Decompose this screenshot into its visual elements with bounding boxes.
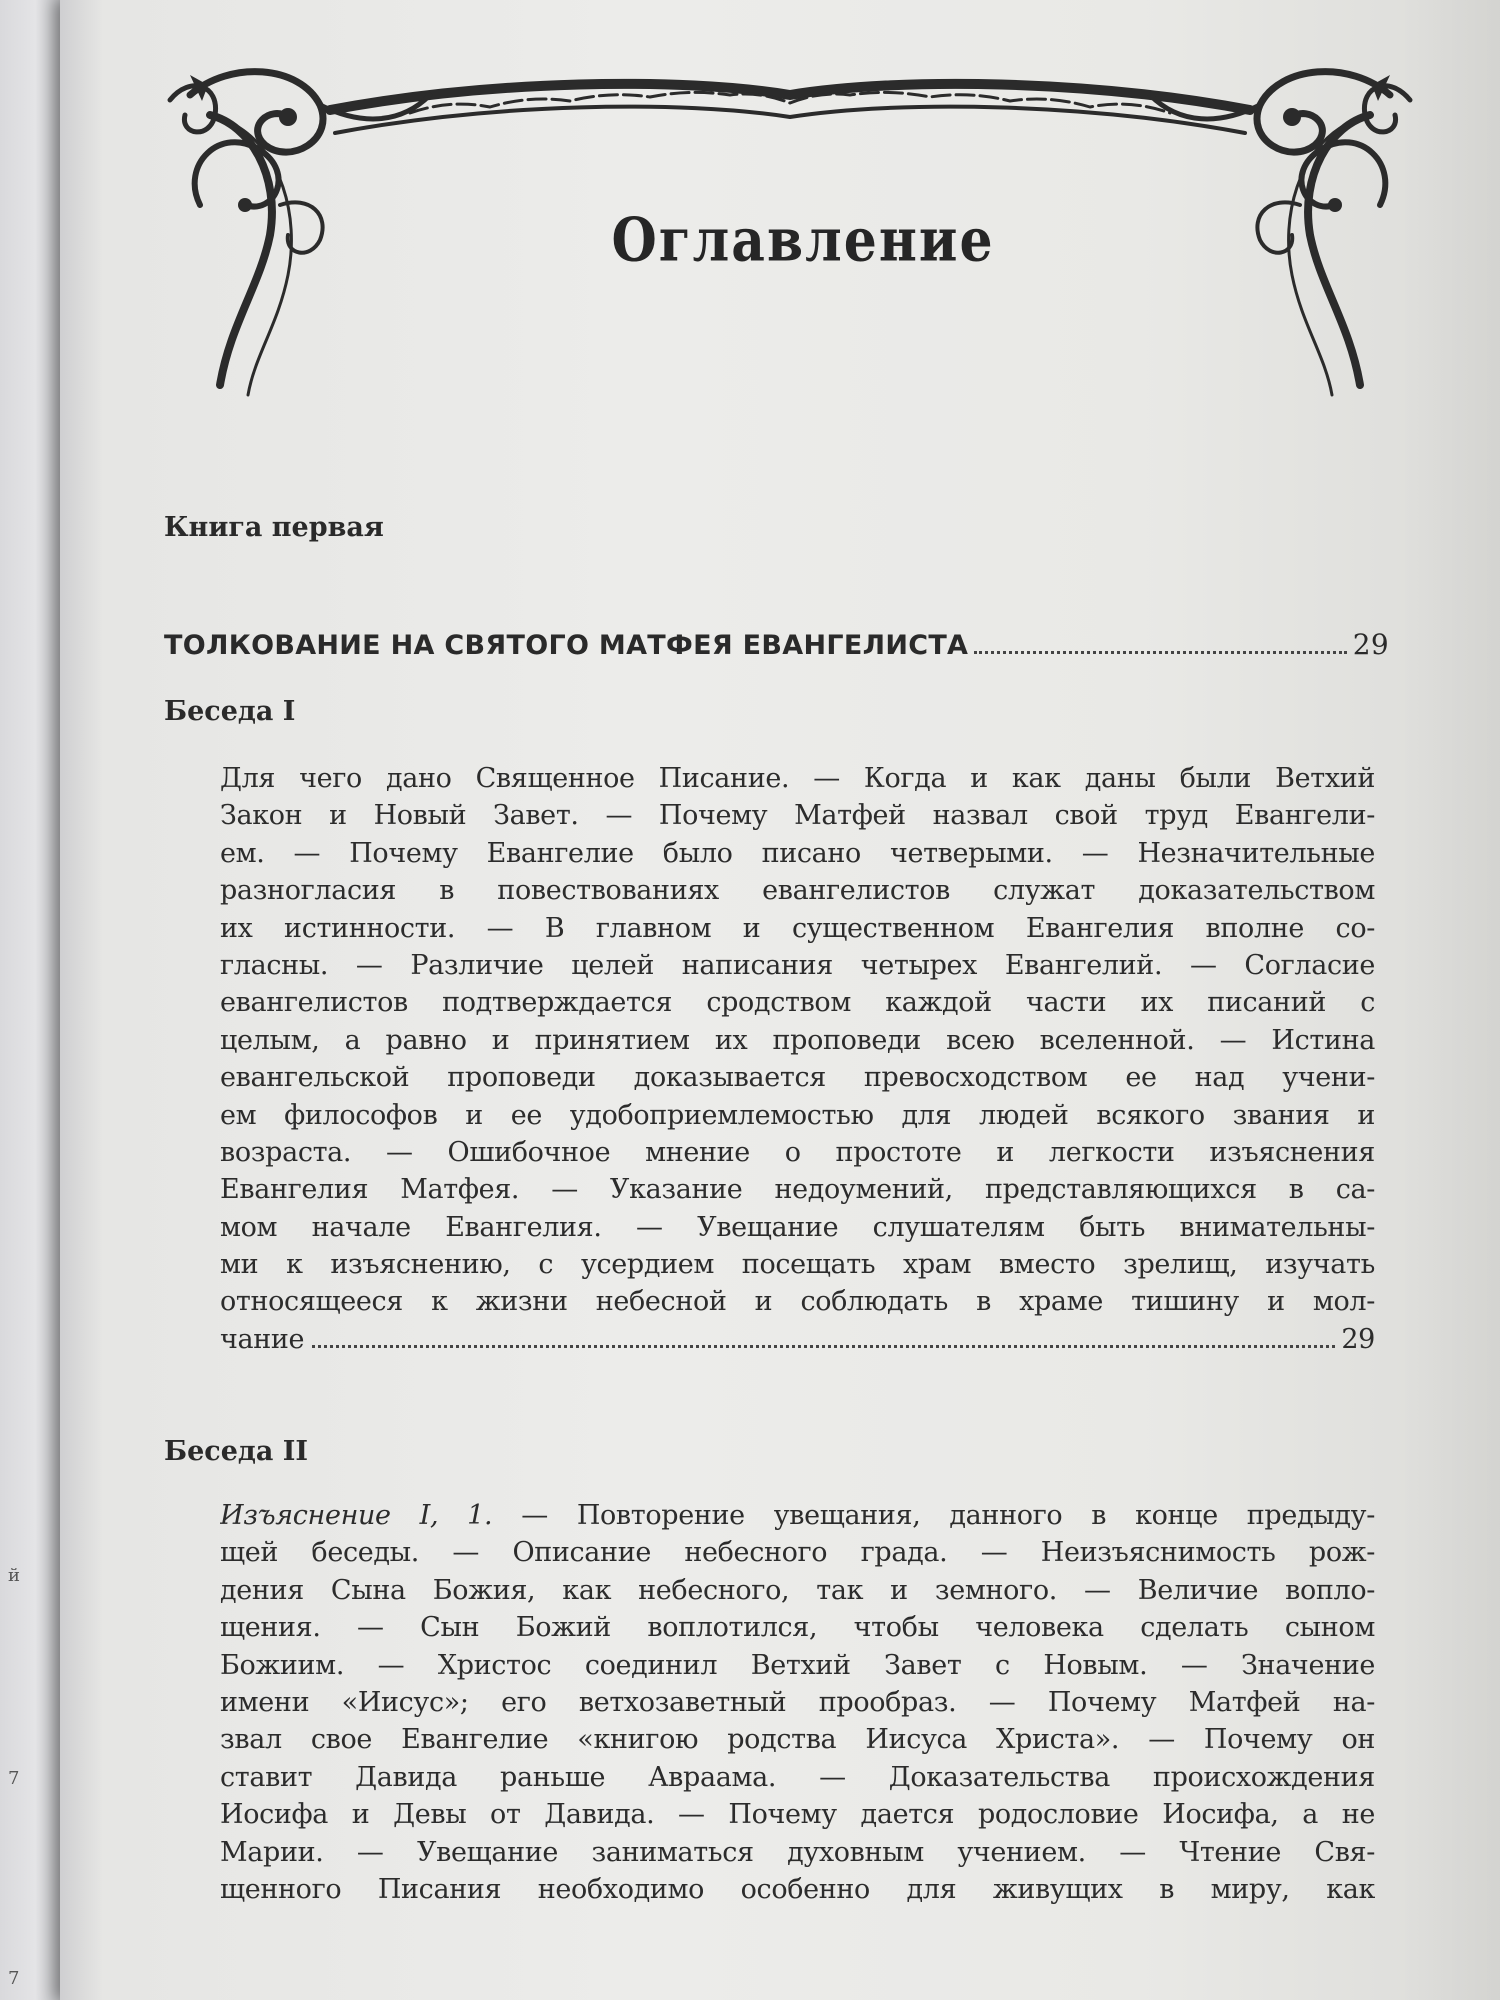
beseda-2-heading: Беседа II [164, 1436, 309, 1467]
italic-reference: Изъяснение I, 1. [220, 1500, 493, 1531]
margin-fragment: 7 [8, 1968, 20, 1989]
text-line: щения. — Сын Божий воплотился, чтобы человека сделать сыном [220, 1612, 1375, 1644]
text-line: ми к изъяснению, с усердием посещать храм вместо зрелищ, изучать [220, 1249, 1375, 1281]
text-line: мом начале Евангелия. — Увещание слушателям быть внимательны- [220, 1211, 1375, 1243]
text-line: евангельской проповеди доказывается превосходством ее над учени- [220, 1062, 1375, 1094]
text-line: евангелистов подтверждается сродством каждой части их писаний с [220, 987, 1375, 1019]
beseda-1-heading: Беседа I [164, 696, 296, 727]
text-line: звал свое Евангелие «книгою родства Иисуса Христа». — Почему он [220, 1724, 1375, 1756]
text-line: ем философов и ее удобоприемлемостью для людей всякого звания и [220, 1099, 1375, 1131]
text-line: Божиим. — Христос соединил Ветхий Завет с Новым. — Значение [220, 1649, 1375, 1681]
text-line: Закон и Новый Завет. — Почему Матфей назвал свой труд Евангели- [220, 800, 1375, 832]
text-line: Марии. — Увещание заниматься духовным учением. — Чтение Свя- [220, 1836, 1375, 1868]
margin-fragment: й [8, 1565, 20, 1586]
text-line: Для чего дано Священное Писание. — Когда и как даны были Ветхий [220, 763, 1375, 794]
page-title: Оглавление [611, 205, 995, 276]
book-label: Книга первая [164, 512, 384, 543]
beseda-2-summary [220, 1497, 1375, 1908]
text-line-with-page [220, 1321, 1375, 1358]
adjacent-page-edge [0, 0, 64, 2000]
beseda-1-summary [220, 760, 1375, 1358]
text-line: разногласия в повествованиях евангелистов служат доказательством [220, 875, 1375, 907]
text-line: их истинности. — В главном и существенном Евангелия вполне со- [220, 912, 1375, 944]
text-line: щей беседы. — Описание небесного града. — Неизъяснимость рож- [220, 1537, 1375, 1569]
text-line: гласны. — Различие целей написания четырех Евангелий. — Согласие [220, 949, 1375, 981]
text-line [220, 1497, 1375, 1534]
text-fragment: — Повторение увещания, данного в конце предыду- [492, 1500, 1375, 1531]
leader-dots [312, 1345, 1335, 1348]
text-line: дения Сына Божия, как небесного, так и земного. — Величие вопло- [220, 1574, 1375, 1606]
section-page-number: 29 [1352, 628, 1389, 661]
page-shading [1400, 0, 1500, 2000]
text-line: ем. — Почему Евангелие было писано четверыми. — Незначительные [220, 837, 1375, 869]
toc-section-entry [164, 628, 1389, 661]
text-line: Иосифа и Девы от Давида. — Почему дается родословие Иосифа, а не [220, 1799, 1375, 1831]
text-line: имени «Иисус»; его ветхозаветный прообраз. — Почему Матфей на- [220, 1686, 1375, 1718]
text-line: щенного Писания необходимо особенно для живущих в миру, как [220, 1873, 1375, 1905]
beseda-1-page-number: 29 [1341, 1323, 1375, 1355]
text-line: относящееся к жизни небесной и соблюдать в храме тишину и мол- [220, 1286, 1375, 1318]
book-page [60, 0, 1500, 2000]
last-word: чание [220, 1323, 305, 1355]
text-line: возраста. — Ошибочное мнение о простоте и легкости изъяснения [220, 1136, 1375, 1168]
leader-dots [974, 651, 1347, 654]
text-line: Евангелия Матфея. — Указание недоумений, представляющихся в са- [220, 1174, 1375, 1206]
margin-fragment: 7 [8, 1768, 20, 1789]
text-line: целым, а равно и принятием их проповеди всею вселенной. — Истина [220, 1024, 1375, 1056]
section-title: ТОЛКОВАНИЕ НА СВЯТОГО МАТФЕЯ ЕВАНГЕЛИСТА [164, 630, 969, 661]
text-line: ставит Давида раньше Авраама. — Доказательства происхождения [220, 1761, 1375, 1793]
